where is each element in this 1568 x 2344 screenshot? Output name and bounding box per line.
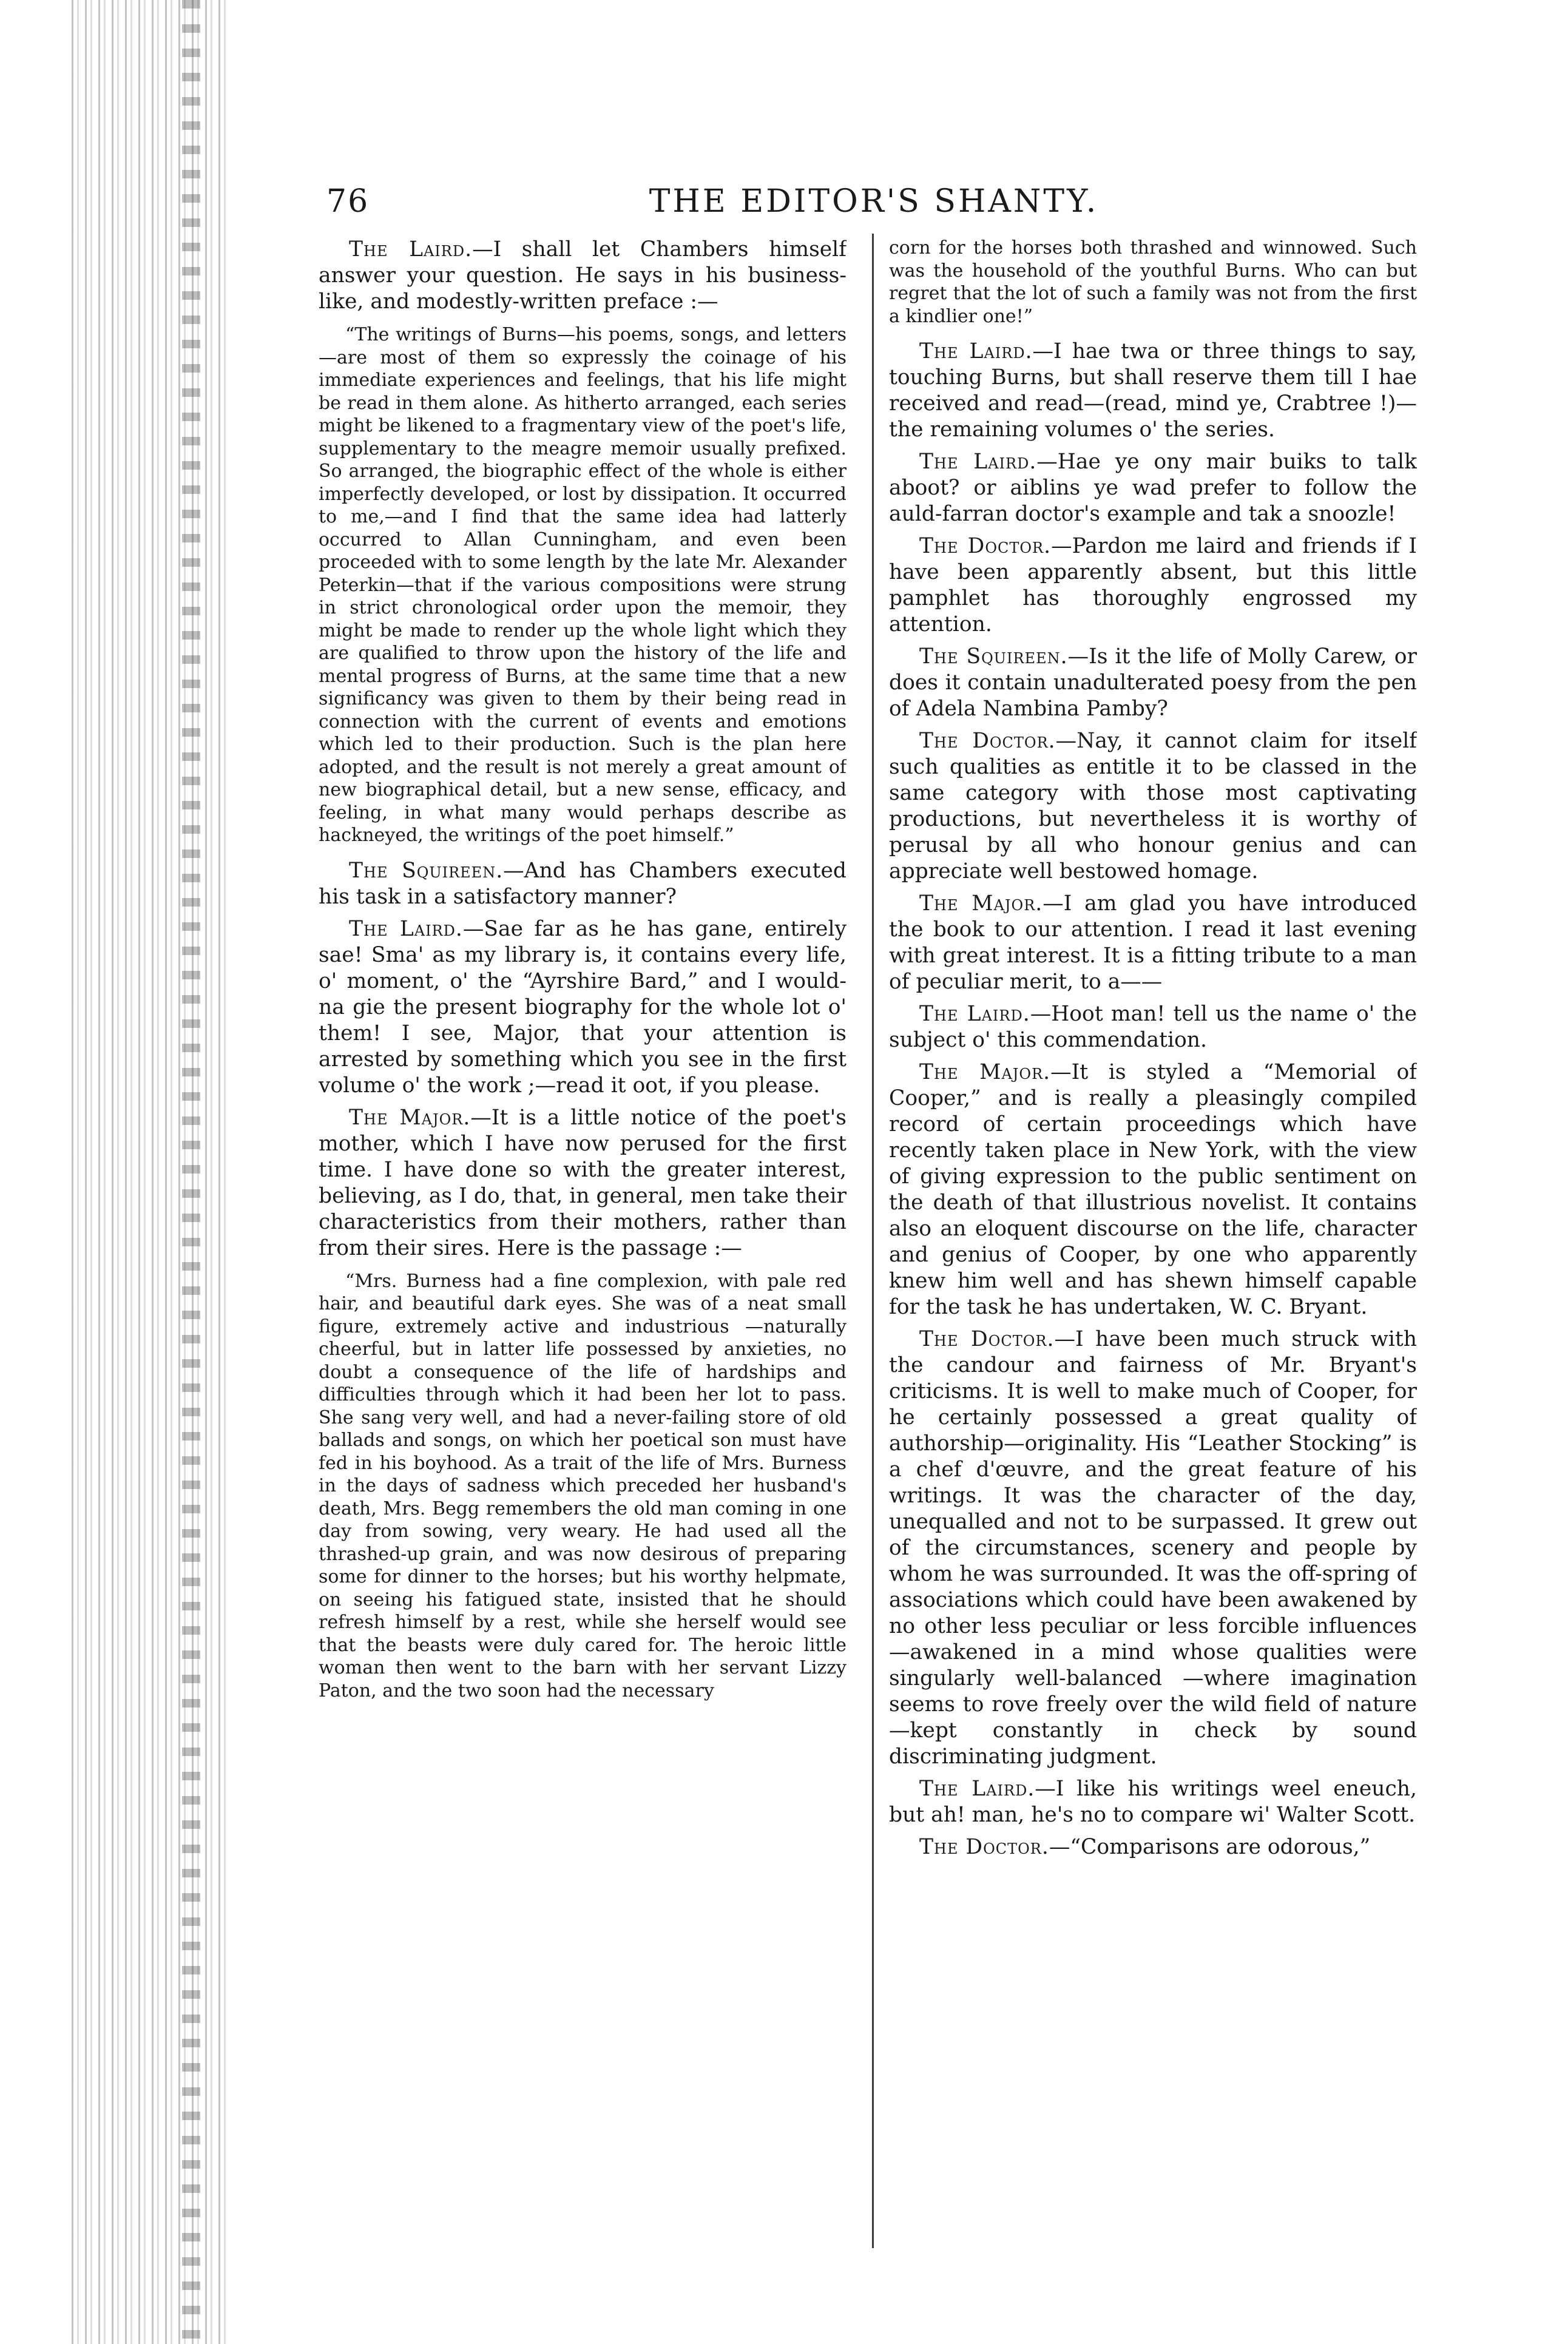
right-column xyxy=(889,237,1417,2245)
dialogue-text: —Hoot man! tell us the name o' the subject o' this commendation. xyxy=(889,1002,1417,1052)
speaker-name: The Major. xyxy=(919,1060,1051,1084)
dialogue-text: —“Comparisons are odorous,” xyxy=(1049,1835,1371,1859)
dialogue-paragraph xyxy=(889,1776,1417,1828)
dialogue-paragraph xyxy=(889,1326,1417,1770)
dialogue-text: —Hae ye ony mair buiks to talk aboot? or aiblins ye wad prefer to follow the auld-farran doctor's example and tak a snoozle! xyxy=(889,450,1417,526)
dialogue-text: —I shall let Chambers himself answer your question. He says in his business-like, and modestly-written preface :— xyxy=(319,237,847,314)
dialogue-paragraph xyxy=(889,728,1417,885)
speaker-name: The Laird. xyxy=(919,1777,1035,1801)
dialogue-paragraph xyxy=(889,339,1417,443)
speaker-name: The Squireen. xyxy=(349,858,504,883)
page-binding-shadow xyxy=(182,0,200,2344)
dialogue-paragraph xyxy=(889,1834,1417,1860)
dialogue-text: —Is it the life of Molly Carew, or does it contain unadulterated poesy from the pen of Adela Nambina Pamby? xyxy=(889,644,1417,721)
quoted-passage: corn for the horses both thrashed and winnowed. Such was the household of the youthful Burns. Who can but regret that the lot of such a family was not from the first a kindlier one!” xyxy=(889,237,1417,327)
dialogue-paragraph xyxy=(319,858,847,910)
page-header xyxy=(316,177,1432,226)
dialogue-text: —Nay, it cannot claim for itself such qualities as entitle it to be classed in the same category with those most captivating productions, but nevertheless it is worthy of perusal by all who honour genius and can appreciate well bestowed homage. xyxy=(889,729,1417,883)
speaker-name: The Doctor. xyxy=(919,1327,1055,1351)
dialogue-text: —Sae far as he has gane, entirely sae! Sma' as my library is, it contains every life, o' moment, o' the “Ayrshire Bard,” and I would-na gie the present biography for the whole lot o' them! I see, Major, that your attention is arrested by something which you see in the first volume o' the work ;—read it oot, if you please. xyxy=(319,916,847,1098)
page-number: 76 xyxy=(326,183,370,220)
speaker-name: The Squireen. xyxy=(919,644,1068,669)
quoted-passage: “The writings of Burns—his poems, songs, and letters—are most of them so expressly the coinage of his immediate experiences and feelings, that his life might be read in them alone. As hitherto arranged, each series might be likened to a fragmentary view of the poet's life, supplementary to the meagre memoir usually prefixed. So arranged, the biographic effect of the whole is either imperfectly developed, or lost by dissipation. It occurred to me,—and I find that the same idea had latterly occurred to Allan Cunningham, and even been proceeded with to some length by the late Mr. Alexander Peterkin—that if the various compositions were strung in strict chronological order upon the memoir, they might be made to render up the whole light which they are qualified to throw upon the history of the life and mental progress of Burns, at the same time that a new significancy was given to them by their being read in connection with the current of events and emotions which led to their production. Such is the plan here adopted, and the result is not merely a great amount of new biographical detail, but a new sense, efficacy, and feeling, in what many would perhaps describe as hackneyed, the writings of the poet himself.” xyxy=(319,324,847,846)
dialogue-text: —It is a little notice of the poet's mother, which I have now perused for the first time. I have done so with the greater interest, believing, as I do, that, in general, men take their characteristics from their mothers, rather than from their sires. Here is the passage :— xyxy=(319,1105,847,1260)
speaker-name: The Laird. xyxy=(919,1002,1030,1026)
dialogue-text: —I like his writings weel eneuch, but ah! man, he's no to compare wi' Walter Scott. xyxy=(889,1777,1417,1827)
speaker-name: The Laird. xyxy=(919,339,1033,363)
dialogue-text: —I have been much struck with the candour and fairness of Mr. Bryant's criticisms. It is well to make much of Cooper, for he certainly possessed a great quality of authorship—originality. His “Leather Stocking” is a chef d'œuvre, and the great feature of his writings. It was the character of the day, unequalled and not to be surpassed. It grew out of the circumstances, scenery and people by whom he was surrounded. It was the off-spring of associations which could have been awakened by no other less peculiar or less forcible influences—awakened in a mind whose qualities were singularly well-balanced —where imagination seems to rove freely over the wild field of nature—kept constantly in check by sound discriminating judgment. xyxy=(889,1327,1417,1769)
dialogue-paragraph xyxy=(889,449,1417,527)
quoted-passage: “Mrs. Burness had a fine complexion, with pale red hair, and beautiful dark eyes. She was of a neat small figure, extremely active and industrious —naturally cheerful, but in latter life possessed by anxieties, no doubt a consequence of the life of hardships and difficulties through which it had been her lot to pass. She sang very well, and had a never-failing store of old ballads and songs, on which her poetical son must have fed in his boyhood. As a trait of the life of Mrs. Burness in the days of sadness which preceded her husband's death, Mrs. Begg remembers the old man coming in one day from sowing, very weary. He had used all the thrashed-up grain, and was now desirous of preparing some for dinner to the horses; but his worthy helpmate, on seeing his fatigued state, insisted that he should refresh himself by a rest, while she herself would see that the beasts were duly cared for. The heroic little woman then went to the barn with her servant Lizzy Paton, and the two soon had the necessary xyxy=(319,1270,847,1701)
dialogue-paragraph xyxy=(319,1105,847,1262)
speaker-name: The Doctor. xyxy=(919,729,1056,753)
left-column xyxy=(319,237,847,2245)
speaker-name: The Doctor. xyxy=(919,1835,1049,1859)
dialogue-paragraph xyxy=(889,533,1417,638)
dialogue-paragraph xyxy=(889,1001,1417,1053)
column-rule xyxy=(872,234,874,2248)
speaker-name: The Doctor. xyxy=(919,534,1052,558)
running-head: THE EDITOR'S SHANTY. xyxy=(649,183,1099,220)
dialogue-paragraph xyxy=(889,1059,1417,1320)
dialogue-text: —I hae twa or three things to say, touching Burns, but shall reserve them till I hae received and read—(read, mind ye, Crabtree !)—the remaining volumes o' the series. xyxy=(889,339,1417,442)
speaker-name: The Laird. xyxy=(349,237,473,262)
page-binding-edge xyxy=(72,0,229,2344)
dialogue-text: —I am glad you have introduced the book to our attention. I read it last evening with great interest. It is a fitting tribute to a man of peculiar merit, to a—— xyxy=(889,891,1417,994)
speaker-name: The Laird. xyxy=(919,450,1037,474)
dialogue-paragraph xyxy=(889,891,1417,995)
speaker-name: The Laird. xyxy=(349,916,463,941)
dialogue-text: —And has Chambers executed his task in a satisfactory manner? xyxy=(319,858,847,909)
dialogue-paragraph xyxy=(889,644,1417,722)
dialogue-text: —Pardon me laird and friends if I have been apparently absent, but this little pamphlet has thoroughly engrossed my attention. xyxy=(889,534,1417,637)
dialogue-paragraph xyxy=(319,237,847,315)
dialogue-text: —It is styled a “Memorial of Cooper,” and is really a pleasingly compiled record of certain proceedings which have recently taken place in New York, with the view of giving expression to the public sentiment on the death of that illustrious novelist. It contains also an eloquent discourse on the life, character and genius of Cooper, by one who apparently knew him well and has shewn himself capable for the task he has undertaken, W. C. Bryant. xyxy=(889,1060,1417,1319)
dialogue-paragraph xyxy=(319,916,847,1099)
speaker-name: The Major. xyxy=(349,1105,471,1130)
speaker-name: The Major. xyxy=(919,891,1043,916)
